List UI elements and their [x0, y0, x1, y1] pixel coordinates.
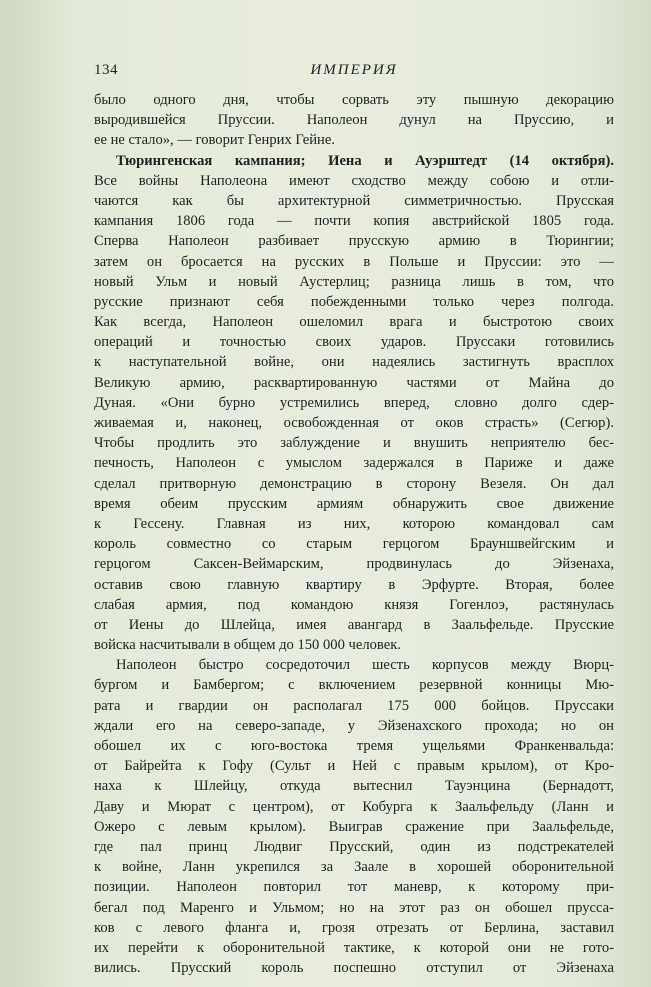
text-line: к войне, Ланн укрепился за Заале в хорошей оборонительной	[94, 859, 614, 876]
text-line: чаются как бы архитектурной симметричностью. Прусская	[94, 192, 614, 209]
text-line: Дуная. «Они бурно устремились вперед, словно долго сдер-	[94, 394, 614, 411]
text-line: от Иены до Шлейца, имея авангард в Заальфельде. Прусские	[94, 616, 614, 633]
body-text	[94, 90, 614, 978]
text-line: позиции. Наполеон повторил тот маневр, к которому при-	[94, 879, 614, 896]
text-line: ее не стало», — говорит Генрих Гейне.	[94, 132, 335, 149]
text-line: Сперва Наполеон разбивает прусскую армию в Тюрингии;	[94, 233, 614, 250]
section-heading: Тюрингенская кампания; Иена и Ауэрштедт (14 октября).	[116, 152, 614, 169]
page-header	[94, 62, 614, 84]
text-line: Великую армию, расквартированную частями от Майна до	[94, 374, 614, 391]
text-line: Даву и Мюрат с центром), от Кобурга к Заальфельду (Ланн и	[94, 798, 614, 815]
text-line: было одного дня, чтобы сорвать эту пышную декорацию	[94, 92, 614, 108]
text-line: Как всегда, Наполеон ошеломил врага и быстротою своих	[94, 314, 614, 331]
text-line: кампания 1806 года — почти копия австрийской 1805 года.	[94, 213, 614, 230]
page-number: 134	[94, 62, 118, 78]
text-line: Чтобы продлить это заблуждение и внушить неприятелю бес-	[94, 435, 614, 452]
text-line: ждали его на северо-западе, у Эйзенахского прохода; но он	[94, 717, 614, 734]
text-line: выродившейся Пруссии. Наполеон дунул на Пруссию, и	[94, 112, 614, 129]
text-line: слабая армия, под командою князя Гогенлоэ, растянулась	[94, 596, 614, 613]
text-line: герцогом Саксен-Веймарским, продвинулась до Эйзенаха,	[94, 556, 614, 573]
text-line: Все войны Наполеона имеют сходство между собою и отли-	[94, 172, 614, 189]
text-line: король совместно со старым герцогом Брауншвейгским и	[94, 536, 614, 553]
text-line: наха к Шлейцу, откуда вытеснил Тауэнцина (Бернадотт,	[94, 778, 614, 795]
text-line: операций и точностью своих ударов. Пруссаки готовились	[94, 334, 614, 351]
text-line: вились. Прусский король поспешно отступил от Эйзенаха	[94, 960, 614, 977]
text-line: их перейти к оборонительной тактике, к которой они не гото-	[94, 939, 614, 956]
text-line: Ожеро с левым крылом). Выиграв сражение при Заальфельде,	[94, 818, 614, 835]
text-line: от Байрейта к Гофу (Сульт и Ней с правым крылом), от Кро-	[94, 758, 614, 775]
text-line: войска насчитывали в общем до 150 000 человек.	[94, 637, 401, 654]
running-title: ИМПЕРИЯ	[310, 62, 398, 78]
text-line: к Гессену. Главная из них, которою командовал сам	[94, 515, 614, 532]
text-line: русские признают себя побежденными только через полгода.	[94, 293, 614, 310]
text-line: живаемая и, наконец, освобожденная от оков страсть» (Сегюр).	[94, 415, 614, 431]
text-line: печность, Наполеон с умыслом задержался в Париже и даже	[94, 455, 614, 472]
text-line: обошел их с юго-востока тремя ущельями Франкенвальда:	[94, 738, 614, 754]
text-line: бургом и Бамбергом; с включением резервной конницы Мю-	[94, 677, 614, 694]
text-line: к наступательной войне, они надеялись застигнуть врасплох	[94, 354, 614, 371]
text-line: сделал притворную демонстрацию в сторону Везеля. Он дал	[94, 475, 614, 492]
text-line: ков с левого фланга и, грозя отрезать от Берлина, заставил	[94, 919, 614, 936]
text-line: где пал принц Людвиг Прусский, один из подстрекателей	[94, 838, 614, 855]
text-line: Наполеон быстро сосредоточил шесть корпусов между Вюрц-	[116, 657, 614, 674]
text-line: бегал под Маренго и Ульмом; но на этот раз он обошел прусса-	[94, 899, 614, 916]
text-line: рата и гвардии он располагал 175 000 бойцов. Пруссаки	[94, 697, 614, 714]
text-line: оставив свою главную квартиру в Эрфурте. Вторая, более	[94, 576, 614, 593]
text-line: время обеим прусским армиям обнаружить свое движение	[94, 495, 614, 512]
text-line: затем он бросается на русских в Польше и Пруссии: это —	[94, 253, 614, 270]
text-line: новый Ульм и новый Аустерлиц; разница лишь в том, что	[94, 273, 614, 290]
